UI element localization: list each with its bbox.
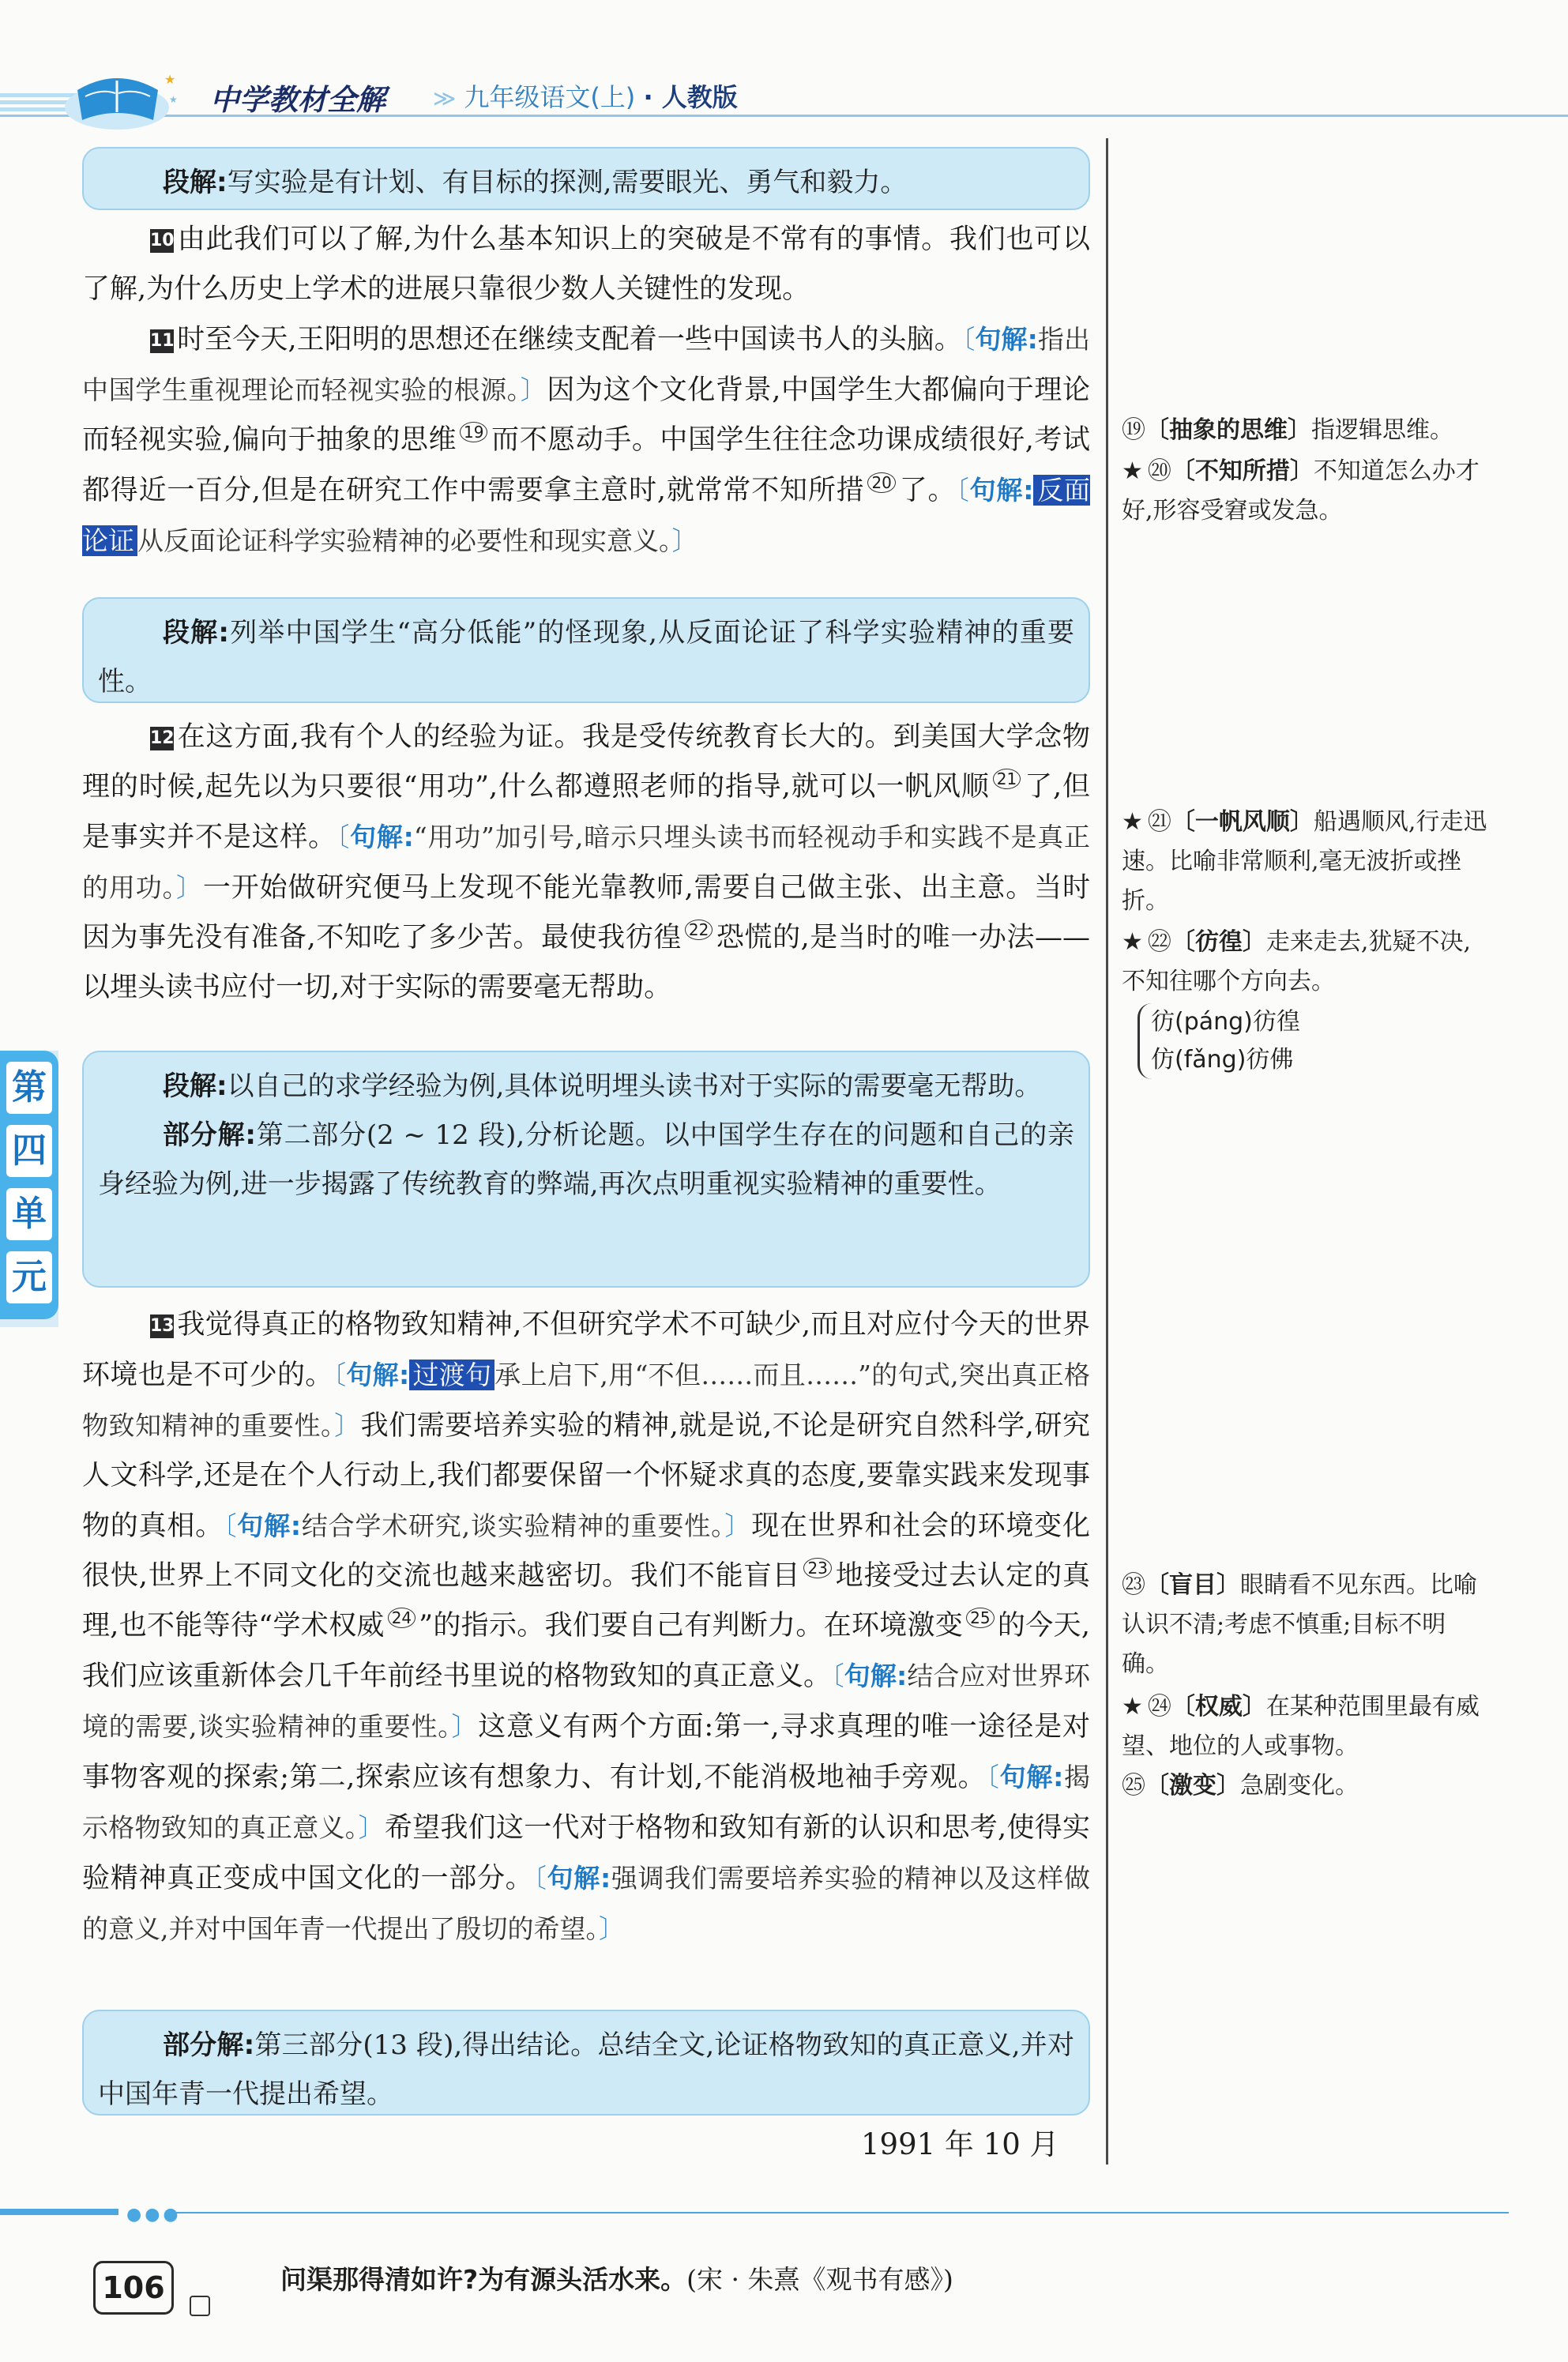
footnote-marker: 22 [685, 920, 713, 940]
side-note-22: ★ ㉒〔彷徨〕走来走去,犹疑不决,不知往哪个方向去。 [1122, 928, 1471, 995]
book-subtitle [433, 77, 738, 114]
paragraph-13: 13我觉得真正的格物致知精神,不但研究学术不可缺少,而且对应付今天的世界环境也是不可少的。〔句解: 过渡句 承上启下,用“不但……而且……”的句式,突出真正格物致知精神的重要性。〕我们需要培养实验的精神,就是说,不论是研究自然科学,研究人文科学,还是在个人行动上,我们都要保留一个怀疑求真的态度,要靠实践来发现事物的真相。〔句解:结合学术研究,谈实验精神的重要性。〕现在世界和社会的环境变化很快,世界上不同文化的交流也越来越密切。我们不能盲目 $^{23}$ 地接受过去认定的真理,也不能等待“学术权威 $^{24}$ ”的指示。我们要自己有判断力。在环境激变 $^{25}$ 的今天,我们应该重新体会几千年前经书里说的格物致知的真正意义。〔句解:结合应对世界环境的需要,谈实验精神的重要性。〕这意义有两个方面:第一,寻求真理的唯一途径是对事物客观的探索;第二,探索应该有想象力、有计划,不能消极地袖手旁观。〔句解:揭示格物致知的真正意义。〕希望我们这一代对于格物和致知有新的认识和思考,使得实验精神真正变成中国文化的一部分。〔句解:强调我们需要培养实验的精神以及这样做的意义,并对中国年青一代提出了殷切的希望。〕 [82, 1309, 1091, 1944]
edition-label: · 人教版 [643, 82, 738, 112]
sentence-note: 〔句解:“用功”加引号,暗示只埋头读书而轻视动手和实践不是真正的用功。〕 [82, 822, 1090, 903]
book-title: 中学教材全解 [210, 83, 385, 117]
page-header [0, 0, 1568, 134]
paragraph-11: 11时至今天,王阳明的思想还在继续支配着一些中国读书人的头脑。〔句解:指出中国学生重视理论而轻视实验的根源。〕因为这个文化背景,中国学生大都偏向于理论而轻视实验,偏向于抽象的思维 $^{19}$ 而不愿动手。中国学生往往念功课成绩很好,考试都得近一百分,但是在研究工作中需要拿主意时,就常常不知所措 $^{20}$ 了。〔句解: 反面论证 从反面论证科学实验精神的必要性和现实意义。〕 [82, 324, 1091, 556]
svg-text:★: ★ [164, 72, 176, 87]
star-icon: ★ [1122, 928, 1143, 956]
sentence-note: 〔句解:强调我们需要培养实验的精神以及这样做的意义,并对中国年青一代提出了殷切的希望。〕 [82, 1863, 1091, 1944]
footnote-marker: 24 [388, 1608, 416, 1628]
sentence-note: 〔句解: 反面论证 从反面论证科学实验精神的必要性和现实意义。〕 [82, 475, 1091, 556]
quote-source: (宋 · 朱熹《观书有感》) [686, 2264, 953, 2295]
summary-text: 列举中国学生“高分低能”的怪现象,从反面论证了科学实验精神的重要性。 [98, 617, 1074, 698]
book-logo-icon [62, 60, 180, 133]
note-term: 〔权威〕 [1171, 1693, 1266, 1721]
svg-text:★: ★ [169, 94, 178, 105]
paragraph-number: 11 [150, 329, 174, 353]
star-icon: ★ [1122, 457, 1143, 485]
paragraph-number: 10 [150, 229, 174, 253]
summary-text: 以自己的求学经验为例,具体说明埋头读书对于实际的需要毫无帮助。 [227, 1070, 1042, 1102]
footnote-marker: 21 [993, 769, 1021, 789]
paragraph-summary-box [82, 597, 1090, 703]
note-term: 〔抽象的思维〕 [1145, 416, 1311, 444]
side-note-21: ★ ㉑〔一帆风顺〕船遇顺风,行走迅速。比喻非常顺利,毫无波折或挫折。 [1122, 808, 1487, 915]
pinyin-comparison: 彷(páng)彷徨 仿(fǎng)彷佛 [1137, 1003, 1356, 1079]
paragraph-12: 12在这方面,我有个人的经验为证。我是受传统教育长大的。到美国大学念物理的时候,起先以为只要很“用功”,什么都遵照老师的指导,就可以一帆风顺 $^{21}$ 了,但是事实并不是这样。〔句解:“用功”加引号,暗示只埋头读书而轻视动手和实践不是真正的用功。〕一开始做研究便马上发现不能光靠教师,需要自己做主张、出主意。当时因为事先没有准备,不知吃了多少苦。最使我彷徨 $^{22}$ 恐慌的,是当时的唯一办法——以埋头读书应付一切,对于实际的需要毫无帮助。 [82, 721, 1090, 1003]
part-summary-text: 第二部分(2 ~ 12 段),分析论题。以中国学生存在的问题和自己的亲身经验为例,进一步揭露了传统教育的弊端,再次点明重视实验精神的重要性。 [98, 1119, 1074, 1200]
unit-tab-char: 第 [6, 1062, 52, 1114]
paragraph-10 [82, 215, 1090, 314]
summary-label: 段解: [163, 617, 229, 649]
note-term: 〔一帆风顺〕 [1171, 808, 1314, 836]
side-note-20: ★ ⑳〔不知所措〕不知道怎么办才好,形容受窘或发急。 [1122, 457, 1480, 525]
footnote-marker: 20 [867, 472, 895, 493]
summary-text: 写实验是有计划、有目标的探测,需要眼光、勇气和毅力。 [227, 167, 908, 198]
summary-label: 段解: [163, 1070, 227, 1102]
paragraph-text: 由此我们可以了解,为什么基本知识上的突破是不常有的事情。我们也可以了解,为什么历史上学术的进展只靠很少数人关键性的发现。 [82, 224, 1090, 305]
part-summary-text: 第三部分(13 段),得出结论。总结全文,论证格物致知的真正意义,并对中国年青一代提出希望。 [98, 2029, 1074, 2110]
sentence-note: 〔句解:结合应对世界环境的需要,谈实验精神的重要性。〕 [82, 1661, 1091, 1742]
part-summary-box [82, 2010, 1090, 2116]
page-number: 106 [93, 2261, 174, 2315]
column-divider [1106, 138, 1108, 2165]
unit-tab-char: 四 [6, 1125, 52, 1177]
unit-tab-char: 单 [6, 1188, 52, 1240]
paragraph-number: 12 [150, 727, 174, 750]
star-icon: ★ [1122, 808, 1143, 836]
grade-subject: 九年级语文(上) [464, 82, 636, 112]
paragraph-summary-box [82, 147, 1090, 210]
sentence-note: 〔句解:指出中国学生重视理论而轻视实验的根源。〕 [82, 324, 1091, 405]
footnote-marker: 23 [803, 1558, 831, 1578]
star-icon: ★ [1122, 1693, 1143, 1721]
paragraph-number: 13 [150, 1315, 174, 1338]
summary-label: 段解: [163, 167, 227, 198]
footer-dots: ●●● [126, 2205, 182, 2225]
sentence-note: 〔句解:揭示格物致知的真正意义。〕 [82, 1762, 1091, 1843]
note-term: 〔激变〕 [1145, 1772, 1240, 1800]
square-icon [190, 2296, 210, 2316]
footer-quote [280, 2259, 953, 2296]
side-note-24: ★ ㉔〔权威〕在某种范围里最有威望、地位的人或事物。 [1122, 1693, 1480, 1760]
highlighted-term: 反面论证 [82, 475, 1091, 556]
highlighted-term: 过渡句 [409, 1360, 494, 1390]
note-term: 〔盲目〕 [1145, 1571, 1240, 1599]
sentence-note: 〔句解: 过渡句 承上启下,用“不但……而且……”的句式,突出真正格物致知精神的重要性。〕 [82, 1360, 1091, 1441]
unit-tab [0, 1051, 58, 1319]
unit-tab-char: 元 [6, 1251, 52, 1303]
side-note-19: ⑲〔抽象的思维〕指逻辑思维。 [1122, 416, 1453, 444]
footer-rule [170, 2212, 1509, 2213]
note-term: 〔彷徨〕 [1171, 928, 1266, 956]
part-summary-label: 部分解: [163, 2029, 255, 2061]
sentence-note: 〔句解:结合学术研究,谈实验精神的重要性。〕 [223, 1510, 752, 1541]
quote-text: 问渠那得清如许?为有源头活水来。 [280, 2264, 687, 2295]
title-separator: ≫ [433, 85, 457, 111]
part-summary-label: 部分解: [163, 1119, 256, 1151]
footer-bar [0, 2209, 118, 2215]
side-note-25: ㉕〔激变〕急剧变化。 [1122, 1772, 1359, 1800]
part-summary-box [82, 1051, 1090, 1288]
side-note-23: ㉓〔盲目〕眼睛看不见东西。比喻认识不清;考虑不慎重;目标不明确。 [1122, 1571, 1477, 1678]
article-date: 1991 年 10 月 [861, 2127, 1059, 2161]
footnote-marker: 19 [460, 422, 487, 442]
note-term: 〔不知所措〕 [1171, 457, 1314, 485]
footnote-marker: 25 [966, 1608, 994, 1628]
